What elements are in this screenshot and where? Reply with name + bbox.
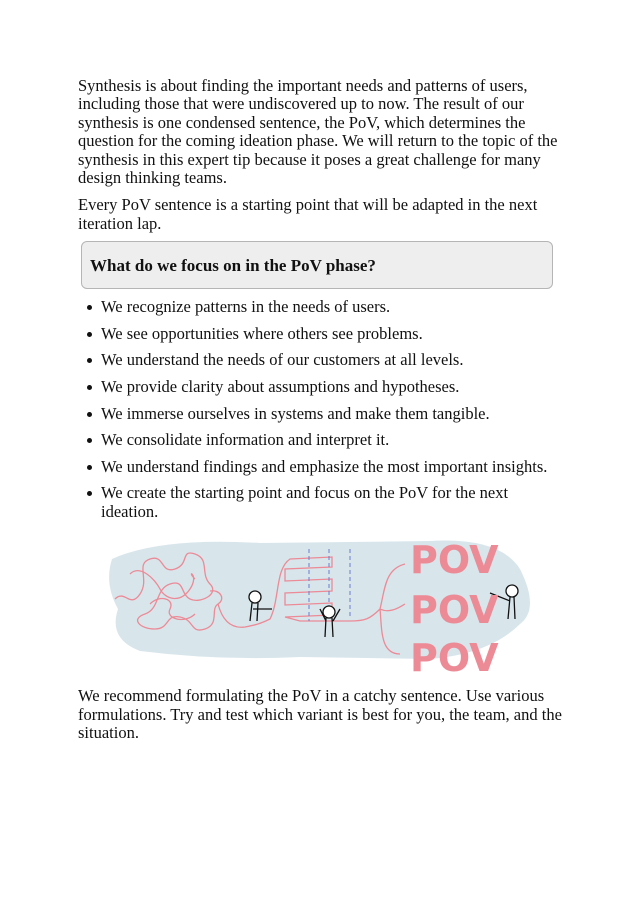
iteration-paragraph: Every PoV sentence is a starting point that will be adapted in the next iteration lap. [78,195,538,233]
list-item: We see opportunities where others see problems. [78,325,548,343]
focus-list [78,298,548,521]
list-item: We immerse ourselves in systems and make them tangible. [78,405,548,423]
list-item: We understand the needs of our customers at all levels. [78,351,548,369]
pov-label: POV [410,636,499,680]
focus-callout-box [81,241,553,289]
intro-paragraph: Synthesis is about finding the important needs and patterns of users, including those that were undiscovered up to now. The result of our synthesis is one condensed sentence, the PoV, which determines the question for the coming ideation phase. We will return to the topic of the synthesis in this expert tip because it poses a great challenge for many design thinking teams. [78,76,558,188]
list-item: We consolidate information and interpret it. [78,431,548,449]
pov-label: POV [410,538,499,583]
pov-label: POV [410,588,499,633]
list-item: We recognize patterns in the needs of users. [78,298,548,316]
list-item: We provide clarity about assumptions and hypotheses. [78,378,548,396]
list-item: We understand findings and emphasize the most important insights. [78,458,548,476]
list-item: We create the starting point and focus on the PoV for the next ideation. [78,484,548,521]
pov-illustration [100,529,540,679]
closing-paragraph: We recommend formulating the PoV in a catchy sentence. Use various formulations. Try and test which variant is best for you, the team, and the situation. [78,686,562,743]
focus-callout-title: What do we focus on in the PoV phase? [90,256,376,276]
pov-labels [410,538,499,679]
document-body [78,77,562,743]
